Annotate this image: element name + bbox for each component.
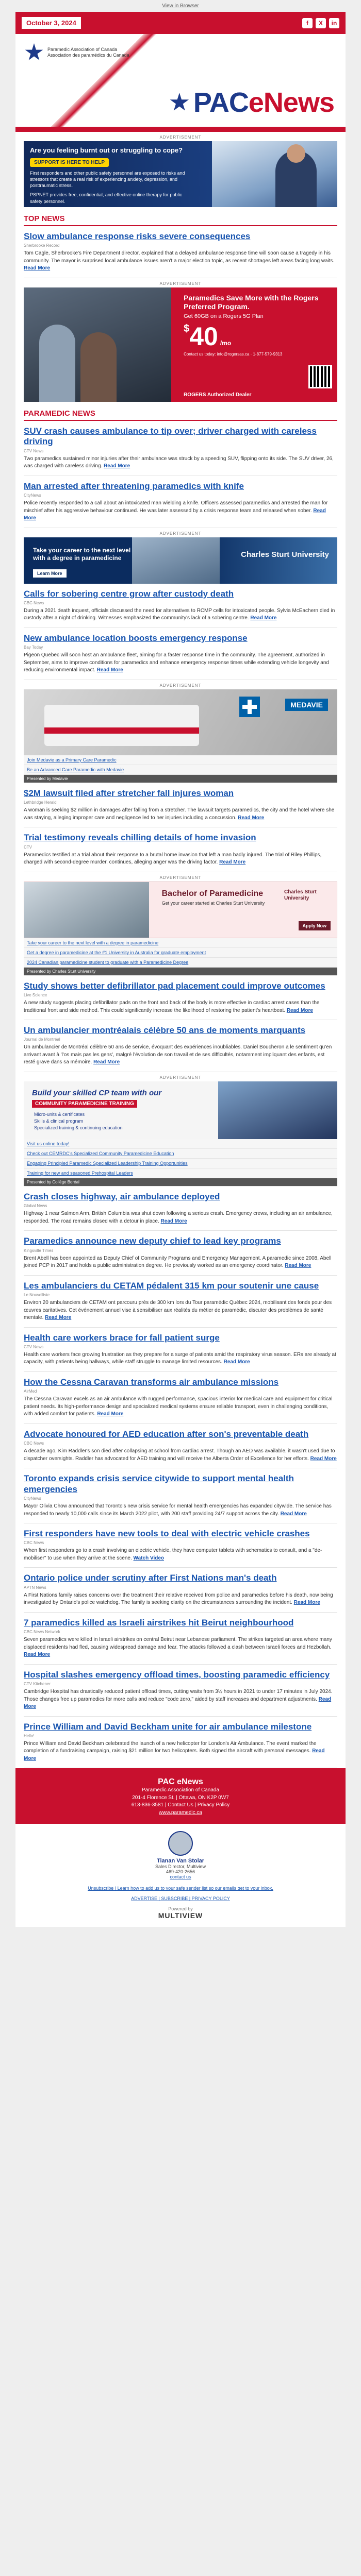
story-title-link[interactable]: Crash closes highway, air ambulance deployed	[24, 1191, 220, 1201]
footer-address: 201-4 Florence St. | Ottawa, ON K2P 0W7	[132, 1794, 229, 1801]
sponsored-link[interactable]: Check out CEMRDC's Specialized Community Paramedicine Education	[27, 1150, 174, 1156]
sponsored-link[interactable]: Join Medavie as a Primary Care Paramedic	[27, 757, 117, 762]
sponsor-credit: Presented by Charles Sturt University	[24, 968, 337, 976]
ad-photo	[212, 141, 337, 207]
story-title-link[interactable]: Hospital slashes emergency offload times, boosting paramedic efficiency	[24, 1669, 330, 1680]
read-more-link[interactable]: Read More	[285, 1263, 311, 1269]
story-title-link[interactable]: Les ambulanciers du CETAM pédalent 315 km pour soutenir une cause	[24, 1280, 319, 1291]
story-title-link[interactable]: How the Cessna Caravan transforms air ambulance missions	[24, 1377, 279, 1387]
advertisement-label: ADVERTISEMENT	[159, 135, 202, 140]
story	[24, 1020, 337, 1072]
sponsor-credit: Presented by Collège Boréal	[24, 1178, 337, 1187]
unsubscribe-link[interactable]: Unsubscribe | Learn how to add us to your safe sender list so our emails get to your inbox.	[88, 1886, 273, 1891]
story-title-link[interactable]: Trial testimony reveals chilling details of home invasion	[24, 833, 256, 843]
contact-role: Sales Director, Multiview	[155, 1864, 206, 1870]
sponsored-links	[24, 938, 337, 976]
read-more-link[interactable]: Read More	[160, 1218, 187, 1224]
ad-contact: Contact us today: info@rogersas.ca · 1-877-579-9313	[184, 352, 283, 357]
sponsored-link[interactable]: Take your career to the next level with a degree in paramedicine	[27, 940, 159, 945]
view-in-browser-link[interactable]: View in Browser	[162, 3, 199, 9]
sponsored-links	[24, 1139, 337, 1187]
story-title-link[interactable]: New ambulance location boosts emergency response	[24, 633, 248, 643]
story-summary: Un ambulancier de Montréal célèbre 50 ans de service, évoquant des expériences inoubliables. Daniel Boucheron a le sentiment qu'en arrivant avant à 'l'os mais pas les gens', malgré l'évolution de son travail et de ses difficultés, notamment impliquant des enfants, est resté grave dans sa mémoire.	[24, 1044, 332, 1065]
bachelor-ad[interactable]	[24, 882, 337, 938]
sales-contact	[15, 1824, 346, 1883]
sponsored-links	[24, 755, 337, 783]
ad-subhead: COMMUNITY PARAMEDICINE TRAINING	[32, 1100, 137, 1108]
ad-photo	[218, 1081, 337, 1139]
multiview-logo: MULTIVIEW	[158, 1911, 203, 1920]
story	[24, 827, 337, 872]
story	[24, 421, 337, 476]
csu-ad[interactable]	[24, 537, 337, 584]
advertisement-label: ADVERTISEMENT	[159, 1075, 202, 1080]
sponsored-link[interactable]: Get a degree in paramedicine at the #1 University in Australia for graduate employment	[27, 950, 206, 955]
ad-headline: Are you feeling burnt out or struggling to cope?	[30, 146, 183, 154]
story-title-link[interactable]: First responders have new tools to deal with electric vehicle crashes	[24, 1529, 310, 1539]
section-heading-top-news: TOP NEWS	[24, 207, 337, 226]
read-more-link[interactable]: Read More	[280, 1511, 307, 1517]
sponsored-link[interactable]: Engaging Principled Paramedic Specialized Leadership Training Opportunities	[27, 1160, 188, 1166]
ad-subhead: Get your career started at Charles Sturt University	[161, 901, 265, 906]
story	[24, 584, 337, 628]
ad-brand: ROGERS Authorized Dealer	[184, 392, 252, 398]
story	[24, 1523, 337, 1568]
read-more-link[interactable]: Read More	[250, 615, 277, 621]
newsletter	[15, 12, 346, 1927]
story-title-link[interactable]: Slow ambulance response risks severe consequences	[24, 231, 251, 241]
brand-wordmark: PACeNews	[193, 87, 334, 118]
story-summary: Environ 20 ambulanciers de CETAM ont parcouru près de 300 km lors du Tour paramédic Québec 2024, mobilisant des fonds pour des œuvres caritatives. Cet événement annuel vise à sensibiliser aux réalités du métier de paramédic, discuter des problèmes de santé mentale.	[24, 1300, 332, 1321]
ad-button[interactable]: Learn More	[33, 569, 67, 578]
story-title-link[interactable]: Advocate honoured for AED education after son's preventable death	[24, 1429, 309, 1439]
story	[24, 1187, 337, 1231]
banner-stripe	[15, 127, 346, 132]
story-summary: Paramedics testified at a trial about their response to a brutal home invasion that left a man badly injured. The trial of Riley Phillips, charged with second-degree murder, continues, alleging anger was the driving factor.	[24, 852, 322, 866]
powered-by	[15, 1903, 346, 1927]
story-source: AirMed	[24, 1389, 37, 1394]
sponsored-link[interactable]: 2024 Canadian paramedicine student to graduate with a Paramedicine Degree	[27, 959, 189, 965]
advertisement-label: ADVERTISEMENT	[159, 875, 202, 880]
ad-headline: Take your career to the next level with a degree in paramedicine	[33, 546, 131, 562]
story	[24, 783, 337, 827]
story-source: Bay Today	[24, 645, 43, 650]
ad-subhead: Get 60GB on a Rogers 5G Plan	[184, 313, 264, 320]
story	[24, 976, 337, 1020]
story-title-link[interactable]: SUV crash causes ambulance to tip over; driver charged with careless driving	[24, 426, 317, 447]
footer-contact-line: 613-836-3581 | Contact Us | Privacy Policy	[131, 1802, 230, 1808]
read-more-link[interactable]: Read More	[293, 1600, 320, 1606]
preheader	[0, 0, 361, 12]
story	[24, 1372, 337, 1424]
story-summary: The Cessna Caravan excels as an air ambulance with rugged performance, spacious interior for medical care and equipment for critical patient needs. Its high-performance design and specialized medical systems ensure reliable transport, even in challenging conditions, with added comfort for patients.	[24, 1396, 333, 1417]
ad-brand: Charles Sturt University	[241, 550, 329, 559]
story	[24, 1568, 337, 1612]
story-source: CTV Kitchener	[24, 1682, 51, 1687]
social-links	[302, 18, 339, 28]
story-summary: Prince William and David Beckham celebrated the launch of a new helicopter for London's Air Ambulance. The event marked the completion of a fundraising campaign, raising $21 million for two helicopters. Both signed the aircraft with personal messages.	[24, 1740, 317, 1754]
facebook-icon[interactable]: f	[302, 18, 313, 28]
ad-photo	[24, 882, 149, 938]
story	[24, 1717, 337, 1769]
story-source: CTV	[24, 844, 32, 850]
story-title-link[interactable]: Un ambulancier montréalais célèbre 50 ans de moments marquants	[24, 1025, 306, 1036]
story	[24, 1613, 337, 1665]
story-summary: Two paramedics sustained minor injuries after their ambulance was struck by a speeding SUV, flipping onto its side. The SUV driver, 26, was charged with careless driving.	[24, 455, 334, 469]
story-source: Journal de Montréal	[24, 1037, 60, 1042]
sponsored-link[interactable]: Visit us online today!	[27, 1141, 70, 1146]
story-title-link[interactable]: Man arrested after threatening paramedics with knife	[24, 481, 244, 491]
story-source: APTN News	[24, 1585, 46, 1590]
sponsored-link[interactable]: Be an Advanced Care Paramedic with Medavie	[27, 767, 124, 772]
contact-phone: 469-420-2656	[166, 1869, 195, 1875]
issue-date: October 3, 2024	[22, 17, 81, 29]
advertisement-label: ADVERTISEMENT	[159, 683, 202, 688]
story-summary: Police recently responded to a call about an intoxicated man wielding a knife. Officers assessed paramedics and arrested the man for mischief after his aggressive behaviour continued. He was later assessed by a crisis response team and released when sober.	[24, 500, 328, 514]
pacenews-brand	[170, 87, 334, 118]
story-source: CTV News	[24, 1344, 44, 1349]
section-heading-paramedic-news: PARAMEDIC NEWS	[24, 402, 337, 421]
ad-feature: Skills & clinical program	[34, 1118, 84, 1124]
story-source: Lethbridge Herald	[24, 800, 57, 805]
read-more-link[interactable]: Read More	[286, 1007, 313, 1013]
story	[24, 1328, 337, 1372]
legal-link[interactable]: ADVERTISE | SUBSCRIBE | PRIVACY POLICY	[131, 1896, 230, 1902]
story-source: CBC News	[24, 1540, 44, 1546]
unsubscribe-line	[15, 1883, 346, 1894]
story-source: Global News	[24, 1204, 47, 1209]
story-source: Hello!	[24, 1733, 35, 1738]
ad-brand: Charles Sturt University	[284, 889, 317, 901]
ad-photo	[24, 287, 171, 402]
ad-body-2: PSPNET provides free, confidential, and effective online therapy for public safety personnel.	[30, 192, 182, 204]
story-title-link[interactable]: $2M lawsuit filed after stretcher fall injures woman	[24, 788, 234, 798]
ad-headline: Build your skilled CP team with our	[32, 1088, 162, 1097]
watch-video-link[interactable]: Watch Video	[133, 1555, 164, 1561]
read-more-link[interactable]: Read More	[97, 1411, 124, 1417]
read-more-link[interactable]: Read More	[45, 1315, 72, 1321]
story-summary: A woman is seeking $2 million in damages after falling from a stretcher. The lawsuit targets paramedics, the city and the hotel where she was staying, alleging improper care and negligence led to her injuries including a concussion.	[24, 807, 335, 821]
story-source: Kingsville Times	[24, 1248, 54, 1253]
read-more-link[interactable]: Read More	[310, 1455, 337, 1462]
story-title-link[interactable]: Ontario police under scrutiny after First Nations man's death	[24, 1573, 277, 1583]
x-icon[interactable]: X	[316, 18, 326, 28]
pspnet-ad[interactable]	[24, 141, 337, 207]
story-summary: During a 2021 death inquest, officials discussed the need for alternatives to RCMP cells for intoxicated people. Sylvia McEachern died in custody after a night of drinking. Witnesses emphasized the community's lack of a sobering centre.	[24, 607, 335, 621]
read-more-link[interactable]: Read More	[24, 265, 51, 272]
story-title-link[interactable]: 7 paramedics killed as Israeli airstrikes hit Beirut neighbourhood	[24, 1617, 294, 1628]
story-summary: A new study suggests placing defibrillator pads on the front and back of the body is more effective in cardiac arrest cases than the traditional front and side method. This could significantly increase the likelihood of restoring the patient's heartbeat.	[24, 1000, 320, 1013]
more-stories	[15, 1187, 346, 1769]
ad-feature: Specialized training & continuing education	[34, 1125, 123, 1130]
avatar	[168, 1831, 193, 1856]
star-of-life-icon	[170, 93, 189, 112]
ad-photo	[132, 537, 220, 584]
story	[24, 628, 337, 680]
story	[24, 476, 337, 528]
ambulance-image	[44, 705, 199, 746]
masthead-banner	[15, 34, 346, 132]
read-more-link[interactable]: Read More	[24, 1652, 51, 1658]
read-more-link[interactable]: Read More	[24, 507, 326, 521]
story-title-link[interactable]: Calls for sobering centre grow after custody death	[24, 588, 234, 599]
ad-headline: Bachelor of Paramedicine	[161, 889, 264, 898]
story-source: CBC News	[24, 1441, 44, 1446]
advertisement-label: ADVERTISEMENT	[159, 531, 202, 536]
contact-email-link[interactable]: contact us	[170, 1874, 191, 1880]
read-more-link[interactable]: Read More	[219, 859, 246, 866]
ad-headline: Paramedics Save More with the Rogers Preferred Program.	[184, 293, 319, 311]
read-more-link[interactable]: Read More	[223, 1359, 250, 1365]
advertisement-label: ADVERTISEMENT	[159, 281, 202, 286]
story-title-link[interactable]: Toronto expands crisis service citywide to support mental health emergencies	[24, 1473, 294, 1494]
story	[24, 1468, 337, 1523]
story-source: Sherbrooke Record	[24, 243, 60, 248]
story-title-link[interactable]: Paramedics announce new deputy chief to lead key programs	[24, 1236, 281, 1246]
ad-price: $40 /mo	[184, 322, 232, 351]
org-name-en: Paramedic Association of Canada	[47, 46, 118, 52]
read-more-link[interactable]: Read More	[238, 815, 265, 821]
read-more-link[interactable]: Read More	[24, 1696, 332, 1710]
story-source: CBC News	[24, 600, 44, 605]
story-source: Le Nouvelliste	[24, 1293, 50, 1298]
story	[24, 226, 337, 278]
sponsor-credit: Presented by Medavie	[24, 775, 337, 783]
medical-cross-icon	[239, 697, 260, 717]
story-summary: A First Nations family raises concerns over the treatment their relative received from police and paramedics before his death, now being investigated by Ontario's police watchdog. The family is seeking clarity on the circumstances surrounding the incident.	[24, 1592, 333, 1606]
story-summary: Health care workers face growing frustration as they prepare for a surge of patients amid the respiratory virus season. ERs are already at capacity, with patients being hallways, while staff struggle to manage limited resources.	[24, 1351, 336, 1365]
star-of-life-icon	[25, 43, 43, 62]
footer-website-link[interactable]: www.paramedic.ca	[159, 1809, 202, 1816]
story	[24, 1424, 337, 1468]
story-summary: Tom Cagle, Sherbrooke's Fire Department director, explained that a delayed ambulance response time will soon cause a tragedy in his community. The mayor is surprised local ambulance issues aren't a major election topic, as recent shortages left areas facing long waits.	[24, 250, 335, 264]
masthead-top-bar	[15, 12, 346, 34]
ad-feature: Micro-units & certificates	[34, 1111, 85, 1117]
linkedin-icon[interactable]: in	[329, 18, 339, 28]
story-summary: Brent Abell has been appointed as Deputy Chief of Community Programs and Emergency Management. A paramedic since 2008, Abell joined PCP in 2017 and holds a public administration degree. He previously worked as an emergency coordinator.	[24, 1255, 332, 1269]
ad-button[interactable]: SUPPORT IS HERE TO HELP	[30, 158, 109, 167]
footer-title: PAC eNews	[158, 1777, 203, 1787]
footer	[15, 1768, 346, 1824]
read-more-link[interactable]: Read More	[96, 667, 123, 673]
legal-links	[15, 1894, 346, 1903]
read-more-link[interactable]: Read More	[93, 1059, 120, 1065]
contact-name: Tianan Van Stolar	[156, 1858, 205, 1865]
ad-button[interactable]: Apply Now	[299, 921, 331, 930]
story	[24, 1276, 337, 1328]
story-title-link[interactable]: Health care workers brace for fall patient surge	[24, 1332, 220, 1343]
story-summary: A decade ago, Kim Raddler's son died after collapsing at school from cardiac arrest. Though an AED was available, it wasn't used due to dispatcher oversights. Raddler has advocated for AED training and will receive the Alberta Order of Excellence for her efforts.	[24, 1448, 335, 1462]
story-source: CityNews	[24, 1496, 41, 1501]
ad-body: First responders and other public safety personnel are exposed to risks and stressors that create a real risk of experiencing anxiety, depression, and posttraumatic stress.	[30, 171, 185, 189]
medavie-ad[interactable]	[24, 689, 337, 755]
story-summary: Mayor Olivia Chow announced that Toronto's new crisis service for mental health emergencies has expanded citywide. The service has responded to nearly 10,000 calls since its March 2022 pilot, with 200 staff providing 24/7 support across the city.	[24, 1503, 332, 1517]
sponsored-link[interactable]: Training for new and seasoned Prehospital Leaders	[27, 1170, 133, 1176]
story-summary: Cambridge Hospital has drastically reduced patient offload times, cutting waits from 3½ hours in 2021 to under 17 minutes in July 2024. Those changes free up paramedics for more calls and reduce "code zero," aided by staff increases and department adjustments.	[24, 1689, 333, 1702]
footer-org: Paramedic Association of Canada	[141, 1787, 220, 1793]
story	[24, 1665, 337, 1717]
story	[24, 1231, 337, 1275]
ad-brand: MEDAVIE	[285, 699, 328, 711]
story-summary: Pigeon Quebec will soon host an ambulance fleet, aiming for a faster response time in the community. The agreement, authorized in September, aims to improve conditions for paramedics and enhance emergency response times while extending vehicle longevity and reducing environmental impact.	[24, 652, 329, 673]
story-source: CityNews	[24, 493, 41, 498]
qr-code-icon	[308, 365, 332, 388]
community-paramedicine-ad[interactable]	[24, 1081, 337, 1139]
org-logo	[25, 43, 129, 62]
story-summary: Highway 1 near Salmon Arm, British Columbia was shut down following a serious crash. Emergency crews, including an air ambulance, responded. The road remains closed with a detour in place.	[24, 1211, 333, 1224]
ad-feature-list	[34, 1111, 123, 1131]
org-name-fr: Association des paramédics du Canada	[47, 53, 129, 58]
story-source: CTV News	[24, 448, 44, 453]
read-more-link[interactable]: Read More	[24, 1748, 325, 1761]
story-source: Live Science	[24, 993, 47, 998]
story-title-link[interactable]: Prince William and David Beckham unite for air ambulance milestone	[24, 1721, 312, 1732]
story-source: CBC News Network	[24, 1630, 60, 1635]
rogers-ad[interactable]	[24, 287, 337, 402]
story-summary: When first responders go to a crash involving an electric vehicle, they have computer tablets with schematics to consult, and a "de-mobiliser" to use when they arrive at the scene.	[24, 1548, 322, 1561]
story-summary: Seven paramedics were killed in Israeli airstrikes on central Beirut near Lebanese parliament. The strikes targeted an area where many displaced residents had fled, causing widespread damage and fear. The attacks followed a clash between Israeli forces and Hezbollah.	[24, 1637, 332, 1650]
story-title-link[interactable]: Study shows better defibrillator pad placement could improve outcomes	[24, 980, 325, 991]
read-more-link[interactable]: Read More	[104, 463, 130, 469]
powered-by-label: Powered by	[168, 1906, 193, 1912]
